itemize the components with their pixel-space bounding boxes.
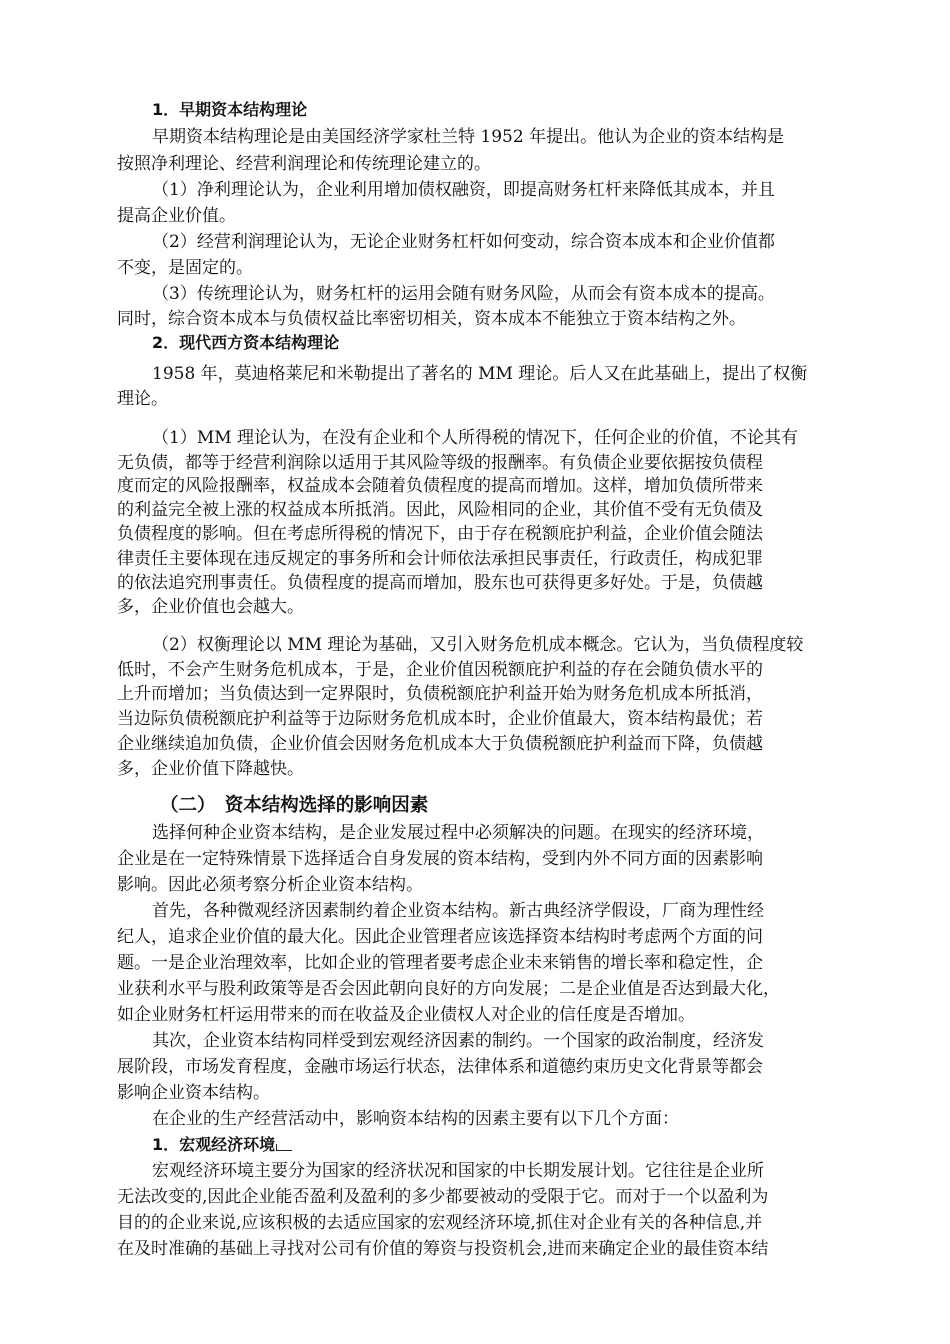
paragraph-line: 影响企业资本结构。	[117, 1083, 270, 1103]
paragraph-line: （2）权衡理论以 MM 理论为基础，又引入财务危机成本概念。它认为，当负债程度较	[152, 635, 804, 655]
paragraph-line: 题。一是企业治理效率，比如企业的管理者要考虑企业未来销售的增长率和稳定性，企	[117, 953, 763, 973]
paragraph-line: 早期资本结构理论是由美国经济学家杜兰特 1952 年提出。他认为企业的资本结构是	[152, 127, 785, 147]
paragraph-line: 宏观经济环境主要分为国家的经济状况和国家的中长期发展计划。它往往是企业所	[152, 1161, 764, 1181]
paragraph-line: 律责任主要体现在违反规定的事务所和会计师依法承担民事责任，行政责任，构成犯罪	[117, 549, 763, 569]
paragraph-line: 其次，企业资本结构同样受到宏观经济因素的制约。一个国家的政治制度，经济发	[152, 1031, 764, 1051]
paragraph-line: 选择何种企业资本结构，是企业发展过程中必须解决的问题。在现实的经济环境，	[152, 823, 764, 843]
paragraph-line: 业获利水平与股利政策等是否会因此朝向良好的方向发展；二是企业值是否达到最大化，	[117, 979, 780, 999]
paragraph-line: 多，企业价值下降越快。	[117, 759, 304, 779]
paragraph-line: 多，企业价值也会越大。	[117, 597, 304, 617]
paragraph-line: 展阶段，市场发育程度，金融市场运行状态，法律体系和道德约束历史文化背景等都会	[117, 1057, 763, 1077]
paragraph-line: 的利益完全被上涨的权益成本所抵消。因此，风险相同的企业，其价值不受有无负债及	[117, 500, 763, 520]
paragraph-line: 企业继续追加负债，企业价值会因财务危机成本大于负债税额庇护利益而下降，负债越	[117, 734, 763, 754]
paragraph-line: 上升而增加；当负债达到一定界限时，负债税额庇护利益开始为财务危机成本所抵消，	[117, 684, 763, 704]
paragraph-line: 度而定的风险报酬率，权益成本会随着负债程度的提高而增加。这样，增加负债所带来	[117, 476, 763, 496]
subsection-heading-text: 1．宏观经济环境	[152, 1135, 276, 1154]
paragraph-line: （2）经营利润理论认为，无论企业财务杠杆如何变动，综合资本成本和企业价值都	[152, 232, 775, 252]
paragraph-line: 影响。因此必须考察分析企业资本结构。	[117, 875, 423, 895]
paragraph-line: 低时，不会产生财务危机成本，于是，企业价值因税额庇护利益的存在会随负债水平的	[117, 660, 763, 680]
paragraph-line: 负债程度的影响。但在考虑所得税的情况下，由于存在税额庇护利益，企业价值会随法	[117, 524, 763, 544]
paragraph-line: 首先，各种微观经济因素制约着企业资本结构。新古典经济学假设，厂商为理性经	[152, 901, 764, 921]
paragraph-line: 按照净利理论、经营利润理论和传统理论建立的。	[117, 154, 491, 174]
paragraph-line: 在及时准确的基础上寻找对公司有价值的筹资与投资机会,进而来确定企业的最佳资本结	[117, 1239, 769, 1259]
part-heading-influencing-factors: （二） 资本结构选择的影响因素	[160, 795, 429, 816]
paragraph-line: 理论。	[117, 389, 168, 409]
paragraph-line: 的依法追究刑事责任。负债程度的提高而增加，股东也可获得更多好处。于是，负债越	[117, 573, 763, 593]
paragraph-line: 提高企业价值。	[117, 206, 236, 226]
paragraph-line: （1）MM 理论认为，在没有企业和个人所得税的情况下，任何企业的价值，不论其有	[152, 428, 799, 448]
paragraph-mark-icon	[276, 1144, 292, 1151]
paragraph-line: 不变，是固定的。	[117, 258, 253, 278]
section-heading-modern-theory: 2．现代西方资本结构理论	[152, 333, 340, 352]
paragraph-line: 无法改变的,因此企业能否盈利及盈利的多少都要被动的受限于它。而对于一个以盈利为	[117, 1187, 769, 1207]
paragraph-line: 企业是在一定特殊情景下选择适合自身发展的资本结构，受到内外不同方面的因素影响	[117, 849, 763, 869]
paragraph-line: 同时，综合资本成本与负债权益比率密切相关，资本成本不能独立于资本结构之外。	[117, 309, 746, 329]
paragraph-line: 在企业的生产经营活动中，影响资本结构的因素主要有以下几个方面：	[152, 1109, 679, 1129]
paragraph-line: 如企业财务杠杆运用带来的而在收益及企业债权人对企业的信任度是否增加。	[117, 1005, 695, 1025]
paragraph-line: 无负债，都等于经营利润除以适用于其风险等级的报酬率。有负债企业要依据按负债程	[117, 453, 763, 473]
paragraph-line: （1）净利理论认为，企业利用增加债权融资，即提高财务杠杆来降低其成本，并且	[152, 180, 775, 200]
paragraph-line: 目的的企业来说,应该积极的去适应国家的宏观经济环境,抓住对企业有关的各种信息,并	[117, 1213, 763, 1233]
section-heading-early-theory: 1．早期资本结构理论	[152, 100, 308, 119]
paragraph-line: 纪人，追求企业价值的最大化。因此企业管理者应该选择资本结构时考虑两个方面的问	[117, 927, 763, 947]
paragraph-line: （3）传统理论认为，财务杠杆的运用会随有财务风险，从而会有资本成本的提高。	[152, 284, 775, 304]
subsection-heading-macro-environment	[152, 1135, 292, 1155]
paragraph-line: 1958 年，莫迪格莱尼和米勒提出了著名的 MM 理论。后人又在此基础上，提出了权衡	[152, 364, 808, 384]
paragraph-line: 当边际负债税额庇护利益等于边际财务危机成本时，企业价值最大，资本结构最优；若	[117, 709, 763, 729]
